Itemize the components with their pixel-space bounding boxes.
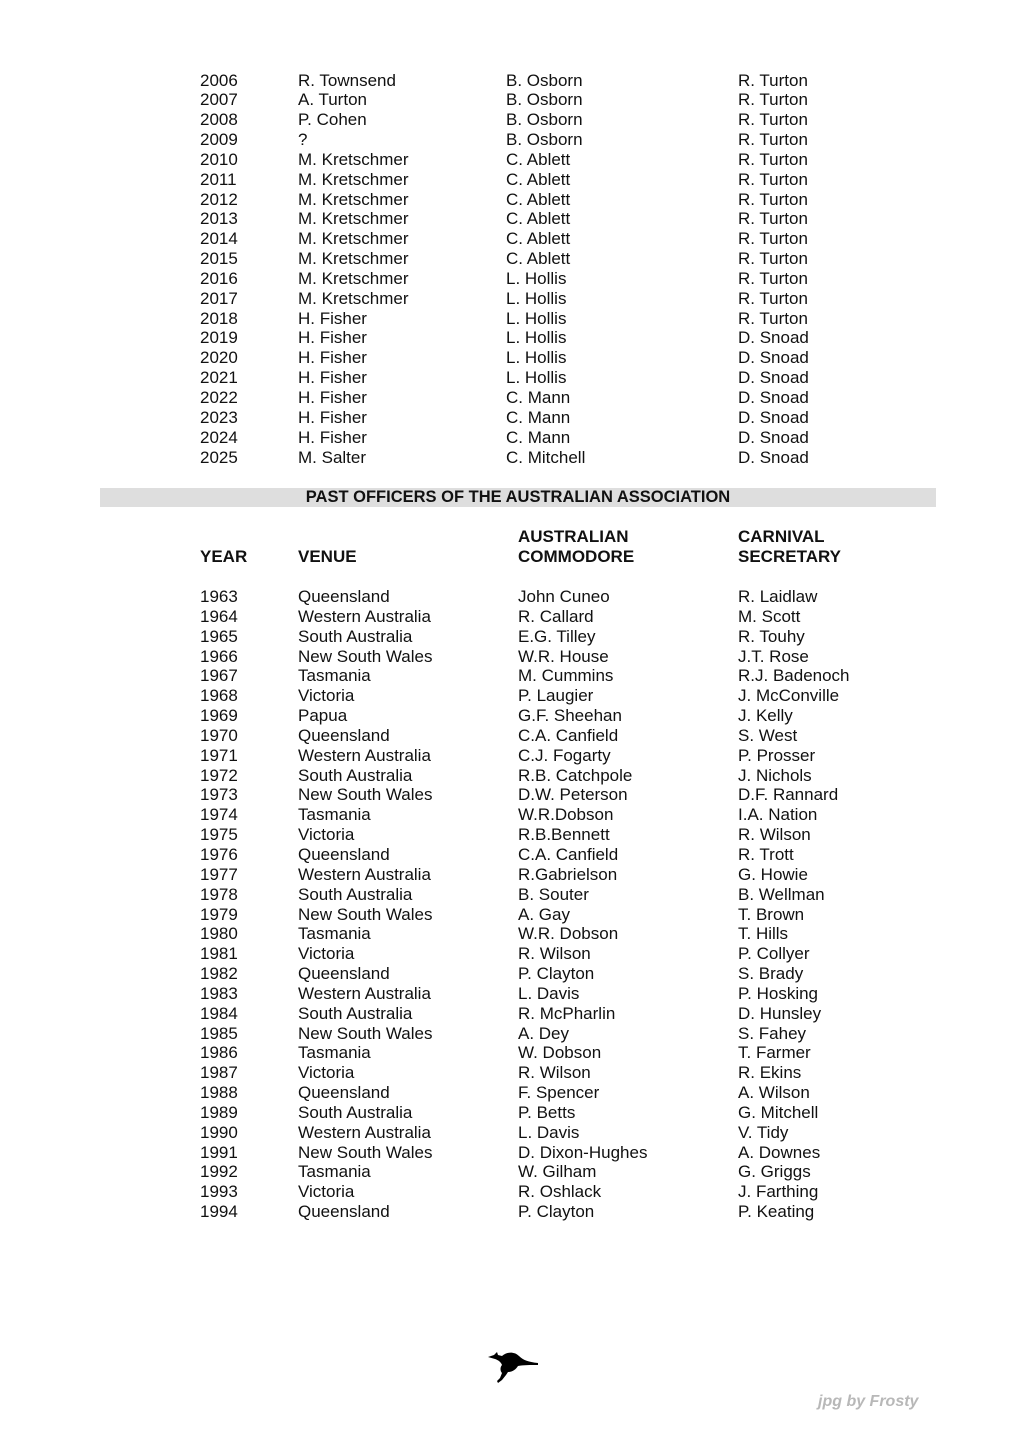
cell-a: M. Kretschmer [298, 249, 409, 269]
table-row [0, 607, 1024, 627]
cell-commodore: W.R.Dobson [518, 805, 614, 825]
cell-commodore: P. Clayton [518, 964, 595, 984]
cell-a: M. Kretschmer [298, 209, 409, 229]
cell-b: C. Ablett [506, 229, 571, 249]
cell-year: 1970 [200, 725, 238, 745]
table-row [0, 388, 1024, 408]
cell-c: R. Turton [738, 229, 808, 249]
cell-year: 1983 [200, 983, 238, 1003]
cell-venue: New South Wales [298, 904, 433, 924]
table-row [0, 209, 1024, 229]
cell-commodore: B. Souter [518, 884, 589, 904]
cell-year: 1985 [200, 1023, 238, 1043]
past-officers-table [0, 587, 1024, 1222]
cell-a: H. Fisher [298, 368, 367, 388]
cell-commodore: P. Betts [518, 1102, 576, 1122]
cell-venue: Western Australia [298, 606, 431, 626]
table-row [0, 1182, 1024, 1202]
cell-venue: South Australia [298, 1102, 413, 1122]
cell-year: 2019 [200, 328, 238, 348]
cell-year: 1963 [200, 587, 238, 606]
table-row [0, 805, 1024, 825]
cell-secretary: R.J. Badenoch [738, 666, 850, 686]
cell-secretary: I.A. Nation [738, 805, 818, 825]
cell-secretary: G. Griggs [738, 1162, 811, 1182]
cell-a: M. Salter [298, 447, 367, 467]
cell-c: R. Turton [738, 169, 808, 189]
cell-commodore: M. Cummins [518, 666, 614, 686]
cell-year: 1967 [200, 666, 238, 686]
cell-a: H. Fisher [298, 407, 367, 427]
table-row [0, 309, 1024, 329]
cell-year: 2010 [200, 149, 238, 169]
table-row [0, 1004, 1024, 1024]
cell-b: L. Hollis [506, 348, 567, 368]
section-title-banner [100, 488, 936, 507]
cell-c: D. Snoad [738, 328, 809, 348]
cell-venue: Western Australia [298, 983, 431, 1003]
table-row [0, 448, 1024, 468]
cell-year: 1981 [200, 944, 238, 964]
cell-year: 1976 [200, 844, 238, 864]
cell-venue: Tasmania [298, 1043, 371, 1063]
table-row [0, 1043, 1024, 1063]
header-venue: VENUE [298, 547, 357, 566]
cell-year: 1974 [200, 805, 238, 825]
cell-venue: Queensland [298, 725, 390, 745]
cell-secretary: G. Howie [738, 864, 808, 884]
cell-commodore: R.Gabrielson [518, 864, 618, 884]
cell-year: 1990 [200, 1122, 238, 1142]
cell-secretary: V. Tidy [738, 1122, 789, 1142]
cell-year: 2009 [200, 130, 238, 150]
cell-year: 2015 [200, 249, 238, 269]
cell-venue: South Australia [298, 626, 413, 646]
cell-year: 1969 [200, 706, 238, 726]
cell-b: C. Mitchell [506, 447, 586, 467]
cell-c: R. Turton [738, 70, 808, 90]
cell-commodore: W. Dobson [518, 1043, 602, 1063]
cell-venue: New South Wales [298, 646, 433, 666]
cell-a: M. Kretschmer [298, 189, 409, 209]
cell-secretary: A. Downes [738, 1142, 821, 1162]
cell-secretary: R. Laidlaw [738, 587, 818, 606]
cell-commodore: C.A. Canfield [518, 844, 619, 864]
table-row [0, 408, 1024, 428]
cell-venue: South Australia [298, 1003, 413, 1023]
cell-b: L. Hollis [506, 308, 567, 328]
cell-c: R. Turton [738, 209, 808, 229]
cell-secretary: R. Trott [738, 844, 794, 864]
table-row [0, 289, 1024, 309]
kangaroo-icon [486, 1347, 540, 1383]
cell-year: 1975 [200, 825, 238, 845]
cell-secretary: R. Wilson [738, 825, 811, 845]
cell-secretary: S. West [738, 725, 798, 745]
cell-c: D. Snoad [738, 427, 809, 447]
photo-credit: jpg by Frosty [818, 1393, 919, 1410]
cell-year: 1978 [200, 884, 238, 904]
cell-secretary: J. Kelly [738, 706, 793, 726]
cell-commodore: L. Davis [518, 983, 580, 1003]
cell-a: H. Fisher [298, 388, 367, 407]
cell-c: D. Snoad [738, 368, 809, 388]
cell-year: 1965 [200, 626, 238, 646]
cell-commodore: W. Gilham [518, 1162, 597, 1182]
cell-secretary: P. Hosking [738, 983, 819, 1003]
cell-commodore: R. Wilson [518, 1063, 591, 1083]
cell-commodore: D. Dixon-Hughes [518, 1142, 648, 1162]
cell-b: C. Mann [506, 407, 571, 427]
cell-commodore: D.W. Peterson [518, 785, 628, 805]
table-row [0, 726, 1024, 746]
cell-secretary: R. Touhy [738, 626, 805, 646]
cell-year: 1984 [200, 1003, 238, 1023]
cell-b: B. Osborn [506, 70, 583, 90]
table-row [0, 348, 1024, 368]
cell-year: 2013 [200, 209, 238, 229]
table-row [0, 647, 1024, 667]
cell-venue: Victoria [298, 686, 355, 706]
cell-year: 1973 [200, 785, 238, 805]
header-secretary-line2: SECRETARY [738, 547, 841, 566]
cell-year: 2016 [200, 268, 238, 288]
cell-venue: Western Australia [298, 1122, 431, 1142]
cell-secretary: M. Scott [738, 606, 801, 626]
cell-venue: Queensland [298, 1083, 390, 1103]
table-row [0, 706, 1024, 726]
cell-year: 1991 [200, 1142, 238, 1162]
cell-b: C. Ablett [506, 169, 571, 189]
table-row [0, 328, 1024, 348]
cell-commodore: L. Davis [518, 1122, 580, 1142]
cell-commodore: C.A. Canfield [518, 725, 619, 745]
cell-secretary: S. Fahey [738, 1023, 807, 1043]
cell-year: 1971 [200, 745, 238, 765]
table-row [0, 1103, 1024, 1123]
table-row [0, 229, 1024, 249]
header-year: YEAR [200, 547, 248, 566]
cell-a: ? [298, 130, 308, 150]
cell-secretary: J. Nichols [738, 765, 812, 785]
table-row [0, 785, 1024, 805]
cell-secretary: G. Mitchell [738, 1102, 819, 1122]
cell-year: 2008 [200, 110, 238, 130]
cell-year: 1988 [200, 1083, 238, 1103]
table-row [0, 845, 1024, 865]
table-row [0, 71, 1024, 91]
table-row [0, 905, 1024, 925]
table-row [0, 746, 1024, 766]
cell-year: 1977 [200, 864, 238, 884]
table-row [0, 1202, 1024, 1222]
cell-venue: Papua [298, 706, 348, 726]
cell-secretary: T. Farmer [738, 1043, 811, 1063]
section-title: PAST OFFICERS OF THE AUSTRALIAN ASSOCIATION [305, 488, 731, 506]
table-row [0, 944, 1024, 964]
cell-commodore: R. McPharlin [518, 1003, 616, 1023]
cell-year: 1989 [200, 1102, 238, 1122]
table-row [0, 1063, 1024, 1083]
cell-venue: Queensland [298, 964, 390, 984]
cell-c: R. Turton [738, 189, 808, 209]
header-commodore-line1: AUSTRALIAN [518, 527, 629, 546]
table-row [0, 1083, 1024, 1103]
cell-year: 2012 [200, 189, 238, 209]
cell-secretary: P. Keating [738, 1202, 815, 1222]
table-row [0, 190, 1024, 210]
cell-year: 2014 [200, 229, 238, 249]
cell-commodore: W.R. Dobson [518, 924, 619, 944]
table-row [0, 249, 1024, 269]
cell-a: H. Fisher [298, 308, 367, 328]
cell-commodore: A. Dey [518, 1023, 570, 1043]
table-row [0, 269, 1024, 289]
cell-a: R. Townsend [298, 70, 396, 90]
cell-b: B. Osborn [506, 90, 583, 110]
cell-a: M. Kretschmer [298, 149, 409, 169]
cell-b: L. Hollis [506, 288, 567, 308]
recent-officers-table [0, 71, 1024, 468]
header-commodore-line2: COMMODORE [518, 547, 635, 566]
table-row [0, 1143, 1024, 1163]
cell-year: 1966 [200, 646, 238, 666]
cell-year: 1968 [200, 686, 238, 706]
cell-a: M. Kretschmer [298, 268, 409, 288]
cell-venue: Tasmania [298, 805, 371, 825]
cell-venue: New South Wales [298, 1023, 433, 1043]
cell-secretary: S. Brady [738, 964, 804, 984]
cell-commodore: P. Laugier [518, 686, 594, 706]
cell-c: R. Turton [738, 288, 808, 308]
cell-venue: New South Wales [298, 1142, 433, 1162]
cell-a: H. Fisher [298, 348, 367, 368]
cell-a: H. Fisher [298, 427, 367, 447]
cell-secretary: J. McConville [738, 686, 840, 706]
table-row [0, 885, 1024, 905]
cell-year: 1980 [200, 924, 238, 944]
table-row [0, 666, 1024, 686]
table-row [0, 984, 1024, 1004]
cell-b: B. Osborn [506, 130, 583, 150]
cell-venue: Victoria [298, 1182, 355, 1202]
table-row [0, 825, 1024, 845]
cell-venue: Victoria [298, 944, 355, 964]
cell-venue: South Australia [298, 884, 413, 904]
cell-b: C. Mann [506, 388, 571, 407]
table-row [0, 1024, 1024, 1044]
cell-year: 1986 [200, 1043, 238, 1063]
cell-secretary: P. Collyer [738, 944, 810, 964]
cell-b: L. Hollis [506, 368, 567, 388]
cell-year: 2007 [200, 90, 238, 110]
cell-year: 1994 [200, 1202, 238, 1222]
cell-year: 2020 [200, 348, 238, 368]
cell-secretary: D.F. Rannard [738, 785, 839, 805]
cell-venue: Western Australia [298, 745, 431, 765]
cell-c: R. Turton [738, 308, 808, 328]
table-row [0, 1123, 1024, 1143]
cell-secretary: B. Wellman [738, 884, 825, 904]
cell-commodore: R.B. Catchpole [518, 765, 633, 785]
table-row [0, 170, 1024, 190]
cell-c: R. Turton [738, 90, 808, 110]
table-row [0, 130, 1024, 150]
cell-b: C. Ablett [506, 189, 571, 209]
cell-secretary: T. Hills [738, 924, 789, 944]
cell-venue: Western Australia [298, 864, 431, 884]
cell-venue: Tasmania [298, 924, 371, 944]
cell-secretary: J. Farthing [738, 1182, 819, 1202]
cell-commodore: W.R. House [518, 646, 609, 666]
cell-year: 1979 [200, 904, 238, 924]
cell-c: D. Snoad [738, 407, 809, 427]
cell-secretary: J.T. Rose [738, 646, 809, 666]
cell-commodore: C.J. Fogarty [518, 745, 611, 765]
cell-venue: Queensland [298, 844, 390, 864]
cell-venue: Queensland [298, 587, 390, 606]
cell-commodore: John Cuneo [518, 587, 610, 606]
table-row [0, 428, 1024, 448]
cell-year: 1987 [200, 1063, 238, 1083]
cell-a: M. Kretschmer [298, 169, 409, 189]
cell-year: 2025 [200, 447, 238, 467]
cell-secretary: A. Wilson [738, 1083, 810, 1103]
cell-a: H. Fisher [298, 328, 367, 348]
cell-b: C. Mann [506, 427, 571, 447]
cell-secretary: D. Hunsley [738, 1003, 822, 1023]
cell-b: C. Ablett [506, 209, 571, 229]
table-row [0, 865, 1024, 885]
cell-commodore: E.G. Tilley [518, 626, 596, 646]
cell-b: L. Hollis [506, 268, 567, 288]
cell-commodore: P. Clayton [518, 1202, 595, 1222]
table-row [0, 766, 1024, 786]
cell-a: A. Turton [298, 90, 367, 110]
cell-a: M. Kretschmer [298, 229, 409, 249]
cell-c: R. Turton [738, 130, 808, 150]
table-row [0, 964, 1024, 984]
cell-c: D. Snoad [738, 388, 809, 407]
cell-year: 2022 [200, 388, 238, 407]
cell-c: R. Turton [738, 249, 808, 269]
header-secretary-line1: CARNIVAL [738, 527, 825, 546]
cell-b: B. Osborn [506, 110, 583, 130]
cell-c: R. Turton [738, 268, 808, 288]
table-row [0, 686, 1024, 706]
table-row [0, 627, 1024, 647]
table-row [0, 368, 1024, 388]
cell-year: 2017 [200, 288, 238, 308]
cell-commodore: R.B.Bennett [518, 825, 610, 845]
cell-year: 2024 [200, 427, 238, 447]
table-row [0, 110, 1024, 130]
table-row [0, 1162, 1024, 1182]
cell-venue: Tasmania [298, 666, 371, 686]
cell-c: D. Snoad [738, 447, 809, 467]
cell-venue: Tasmania [298, 1162, 371, 1182]
cell-year: 2011 [200, 169, 237, 189]
table-row [0, 90, 1024, 110]
cell-secretary: R. Ekins [738, 1063, 802, 1083]
cell-venue: New South Wales [298, 785, 433, 805]
cell-c: R. Turton [738, 149, 808, 169]
cell-c: D. Snoad [738, 348, 809, 368]
cell-a: P. Cohen [298, 110, 367, 130]
cell-a: M. Kretschmer [298, 288, 409, 308]
cell-b: C. Ablett [506, 249, 571, 269]
cell-venue: Victoria [298, 1063, 355, 1083]
table-row [0, 587, 1024, 607]
cell-year: 1964 [200, 606, 238, 626]
cell-commodore: R. Wilson [518, 944, 591, 964]
cell-commodore: R. Oshlack [518, 1182, 602, 1202]
cell-commodore: R. Callard [518, 606, 594, 626]
cell-venue: Victoria [298, 825, 355, 845]
cell-secretary: P. Prosser [738, 745, 816, 765]
cell-commodore: A. Gay [518, 904, 570, 924]
cell-secretary: T. Brown [738, 904, 805, 924]
cell-venue: Queensland [298, 1202, 390, 1222]
cell-year: 1982 [200, 964, 238, 984]
cell-commodore: F. Spencer [518, 1083, 600, 1103]
cell-year: 2018 [200, 308, 238, 328]
cell-year: 2023 [200, 407, 238, 427]
cell-commodore: G.F. Sheehan [518, 706, 622, 726]
cell-b: C. Ablett [506, 149, 571, 169]
cell-year: 2006 [200, 70, 238, 90]
cell-c: R. Turton [738, 110, 808, 130]
cell-year: 2021 [200, 368, 238, 388]
cell-year: 1993 [200, 1182, 238, 1202]
table-row [0, 924, 1024, 944]
cell-year: 1992 [200, 1162, 238, 1182]
cell-year: 1972 [200, 765, 238, 785]
cell-b: L. Hollis [506, 328, 567, 348]
table-row [0, 150, 1024, 170]
cell-venue: South Australia [298, 765, 413, 785]
